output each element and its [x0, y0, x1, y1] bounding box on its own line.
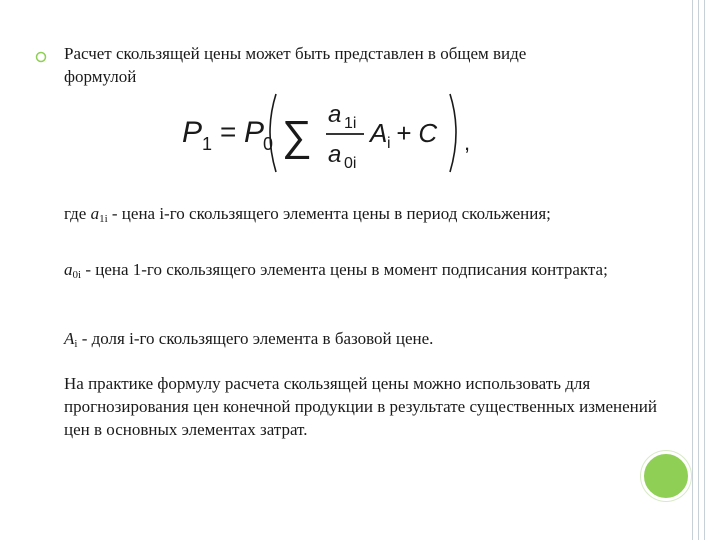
- formula-lhs-sub: 1: [202, 134, 213, 154]
- right-paren: [450, 94, 456, 172]
- formula-num: a: [328, 101, 342, 128]
- price-formula: [178, 84, 478, 180]
- definition-sub: i: [74, 338, 78, 350]
- formula-equals: =: [220, 116, 237, 147]
- intro-text: [64, 42, 664, 88]
- frame-line: [692, 0, 693, 540]
- bullet-icon: [35, 51, 47, 63]
- formula-a-sub: i: [387, 135, 391, 152]
- formula-p0: P: [244, 116, 265, 149]
- definition-var: A: [64, 329, 75, 348]
- practice-paragraph: На практике формулу расчета скользящей цены можно использовать для прогнозирования цен конечной продукции в результате существенных изменений цен в основных элементах затрат.: [64, 374, 657, 439]
- definition-text: - цена 1-го скользящего элемента цены в момент подписания контракта;: [81, 260, 608, 279]
- frame-line: [704, 0, 705, 540]
- definition-var: a: [64, 260, 73, 279]
- formula-num-sub: 1i: [344, 115, 357, 132]
- left-paren: [270, 94, 276, 172]
- formula-a: A: [370, 118, 388, 148]
- definition-text: - цена i-го скользящего элемента цены в период скольжения;: [107, 204, 551, 223]
- intro-line-1: Расчет скользящей цены может быть представлен в общем виде: [64, 44, 527, 63]
- definition-sub: 1i: [99, 213, 108, 225]
- formula-plus-c: + C: [396, 118, 438, 148]
- frame-line: [698, 0, 699, 540]
- formula-sum: ∑: [282, 112, 312, 159]
- definition-sub: 0i: [72, 269, 82, 281]
- definition-a0i: [64, 258, 674, 287]
- formula-den: a: [328, 141, 342, 168]
- definition-ai: [64, 327, 674, 356]
- intro-line-2: формулой: [64, 67, 137, 86]
- definition-text: - доля i-го скользящего элемента в базовой цене.: [77, 329, 434, 348]
- decorative-green-circle: [641, 451, 691, 501]
- formula-p0-sub: 0: [263, 134, 274, 154]
- definition-a1i: [64, 202, 674, 231]
- formula-den-sub: 0i: [344, 155, 357, 172]
- formula-comma: ,: [464, 130, 471, 155]
- formula-lhs: P: [182, 116, 203, 149]
- definition-var: a: [90, 204, 100, 223]
- definition-prefix: где: [64, 204, 91, 223]
